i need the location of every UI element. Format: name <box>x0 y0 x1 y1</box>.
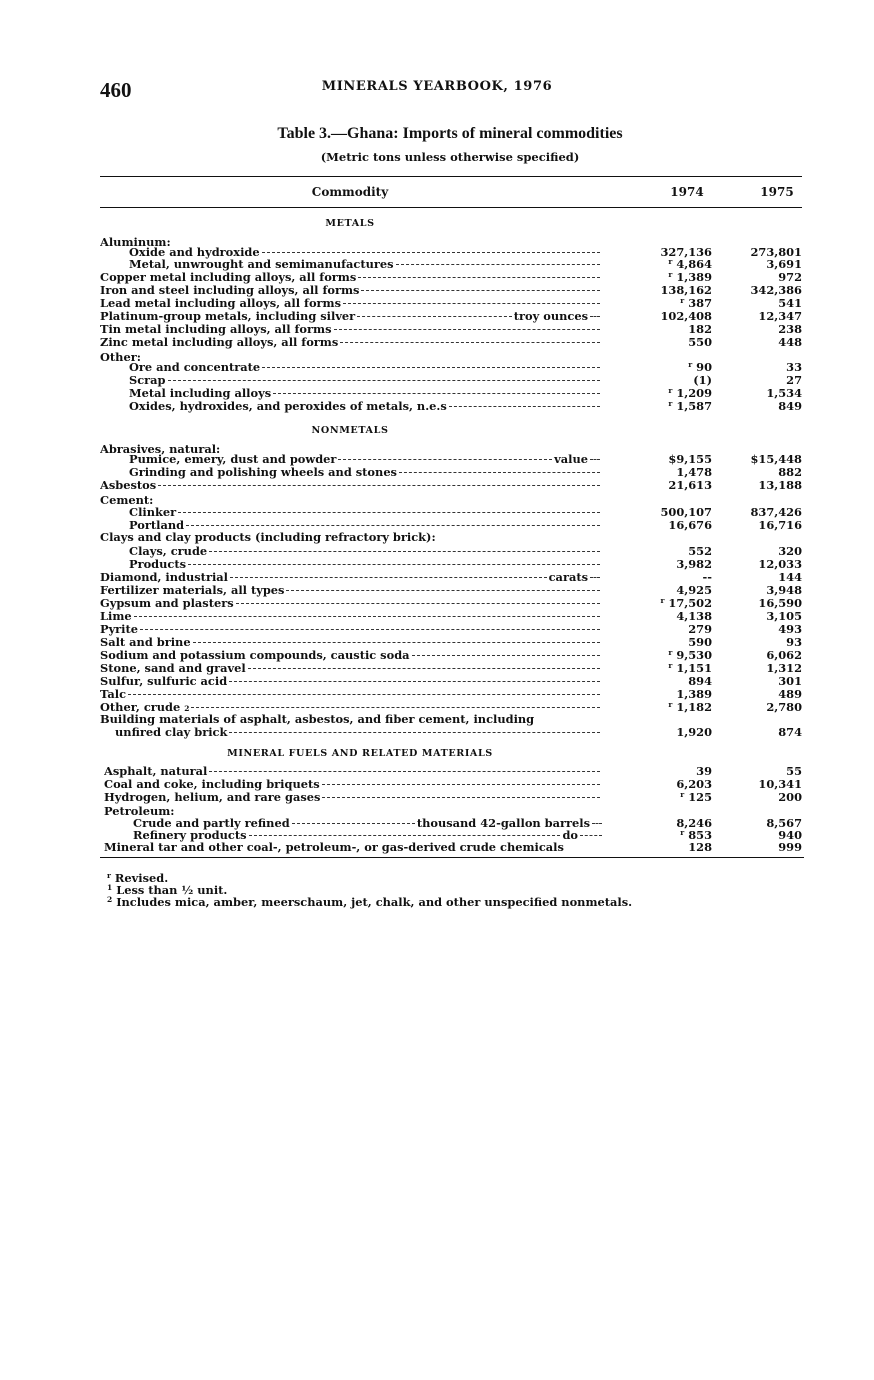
section-head-fuels: MINERAL FUELS AND RELATED MATERIALS <box>227 748 493 759</box>
row-label: Sodium and potassium compounds, caustic soda <box>100 649 410 662</box>
value-1974: 16,676 <box>668 518 712 532</box>
table-row <box>0 726 874 739</box>
column-header-commodity: Commodity <box>311 185 389 199</box>
value-1974: 853 <box>688 828 712 842</box>
footnote-mark-2: 2 <box>107 895 113 904</box>
table-row <box>0 765 874 778</box>
revised-mark: r <box>660 596 665 605</box>
value-1975: 55 <box>786 764 802 778</box>
revised-mark: r <box>668 386 673 395</box>
table-row <box>0 361 874 374</box>
value-1975: 301 <box>778 674 802 688</box>
row-label: Platinum-group metals, including silver <box>100 310 356 323</box>
revised-mark: r <box>668 399 673 408</box>
value-1974: 125 <box>688 790 712 804</box>
value-1974: 327,136 <box>660 245 712 259</box>
revised-mark: r <box>107 871 111 880</box>
footnote-2-text: Includes mica, amber, meerschaum, jet, chalk, and other unspecified nonmetals. <box>116 895 633 909</box>
table-row <box>0 778 874 791</box>
value-1974: 1,920 <box>676 725 712 739</box>
value-1974: 550 <box>688 335 712 349</box>
value-1975: 1,312 <box>766 661 802 675</box>
column-header-1975: 1975 <box>760 185 794 199</box>
value-1975: 320 <box>778 544 802 558</box>
row-label: Cement: <box>100 494 154 507</box>
revised-mark: r <box>688 360 693 369</box>
revised-mark: r <box>668 270 673 279</box>
row-label: Crude and partly refined <box>133 817 290 830</box>
section-head-metals: METALS <box>325 218 375 229</box>
table-row <box>0 636 874 649</box>
value-1975: 342,386 <box>750 283 802 297</box>
value-1974: 3,982 <box>676 557 712 571</box>
value-1975: 1,534 <box>766 386 802 400</box>
row-label: Gypsum and plasters <box>100 597 234 610</box>
table-row <box>0 558 874 571</box>
value-1974: 4,864 <box>676 257 712 271</box>
value-1974: 1,209 <box>676 386 712 400</box>
value-1974: 387 <box>688 296 712 310</box>
table-row <box>0 323 874 336</box>
value-1975: 874 <box>778 725 802 739</box>
table-row <box>0 466 874 479</box>
row-label: Talc <box>100 688 127 701</box>
row-unit: troy ounces <box>513 310 588 323</box>
value-1974: 894 <box>688 674 712 688</box>
footnote-1-text: Less than ½ unit. <box>116 883 228 897</box>
row-label: Refinery products <box>133 829 247 842</box>
revised-mark: r <box>680 790 685 799</box>
value-1974: 17,502 <box>668 596 712 610</box>
table-row <box>0 400 874 413</box>
value-1975: 13,188 <box>758 478 802 492</box>
row-label: Ore and concentrate <box>129 361 261 374</box>
table-row <box>0 297 874 310</box>
table-row <box>0 310 874 323</box>
table-row <box>0 374 874 387</box>
row-label: Mineral tar and other coal-, petroleum-, or gas-derived crude chemicals <box>104 841 564 854</box>
table-row <box>0 258 874 271</box>
row-label: Scrap <box>129 374 166 387</box>
row-label: Building materials of asphalt, asbestos, and fiber cement, including <box>100 713 535 726</box>
row-label: Hydrogen, helium, and rare gases <box>104 791 321 804</box>
table-row: Other, crude 2 $^r$ 1,182 2,780 <box>100 700 802 714</box>
value-1975: 972 <box>778 270 802 284</box>
row-label: Fertilizer materials, all types <box>100 584 285 597</box>
table-header-rule <box>100 207 802 208</box>
table-row <box>0 506 874 519</box>
value-1975: 238 <box>778 322 802 336</box>
footnote-revised-text: Revised. <box>114 871 169 885</box>
table-row <box>0 453 874 466</box>
table-row <box>0 688 874 701</box>
value-1974: 6,203 <box>676 777 712 791</box>
revised-mark: r <box>680 296 685 305</box>
row-label: Grinding and polishing wheels and stones <box>129 466 397 479</box>
revised-mark: r <box>668 648 673 657</box>
row-label: Stone, sand and gravel <box>100 662 246 675</box>
row-label: Clays and clay products (including refractory brick): <box>100 531 436 544</box>
value-1975: 448 <box>778 335 802 349</box>
row-label: Asbestos <box>100 479 157 492</box>
value-1974: (1) <box>693 373 712 387</box>
table-row <box>0 531 874 544</box>
value-1975: 999 <box>778 840 802 854</box>
row-label: Iron and steel including alloys, all forms <box>100 284 360 297</box>
value-1974: -- <box>702 570 712 584</box>
row-label: Copper metal including alloys, all forms <box>100 271 357 284</box>
table-row <box>0 479 874 492</box>
row-label: Sulfur, sulfuric acid <box>100 675 228 688</box>
footnote-2 <box>107 896 632 909</box>
value-1975: 882 <box>778 465 802 479</box>
row-label: Other: <box>100 351 141 364</box>
value-1975: 16,716 <box>758 518 802 532</box>
value-1974: 279 <box>688 622 712 636</box>
table-title: Table 3.—Ghana: Imports of mineral commodities <box>277 125 623 142</box>
table-top-rule <box>100 176 802 177</box>
value-1974: 552 <box>688 544 712 558</box>
column-header-1974: 1974 <box>670 185 704 199</box>
row-label: Coal and coke, including briquets <box>104 778 320 791</box>
value-1975: 33 <box>786 360 802 374</box>
value-1975: 837,426 <box>750 505 802 519</box>
revised-mark: r <box>668 257 673 266</box>
value-1974: $9,155 <box>668 452 712 466</box>
section-head-nonmetals: NONMETALS <box>311 425 389 436</box>
value-1974: 39 <box>696 764 712 778</box>
row-label: Clinker <box>129 506 177 519</box>
value-1975: 940 <box>778 828 802 842</box>
value-1974: 500,107 <box>660 505 712 519</box>
value-1974: 1,151 <box>676 661 712 675</box>
value-1975: 200 <box>778 790 802 804</box>
value-1974: 102,408 <box>660 309 712 323</box>
row-label: unfired clay brick <box>115 726 228 739</box>
revised-mark: r <box>680 828 685 837</box>
table-row <box>0 271 874 284</box>
row-label: Pyrite <box>100 623 139 636</box>
row-label: Asphalt, natural <box>104 765 208 778</box>
value-1975: 10,341 <box>758 777 802 791</box>
value-1974: 182 <box>688 322 712 336</box>
table-row <box>0 841 874 854</box>
row-label: Diamond, industrial <box>100 571 228 584</box>
row-label: Metal including alloys <box>129 387 272 400</box>
row-label: Products <box>129 558 187 571</box>
table-row <box>0 662 874 675</box>
value-1975: 16,590 <box>758 596 802 610</box>
table-row <box>0 623 874 636</box>
table-row <box>0 675 874 688</box>
row-label: Oxides, hydroxides, and peroxides of metals, n.e.s <box>129 400 447 413</box>
row-unit: carats <box>548 571 588 584</box>
value-1975: 3,105 <box>766 609 802 623</box>
page-number: 460 <box>100 78 132 102</box>
value-1975: 27 <box>786 373 802 387</box>
row-label: Salt and brine <box>100 636 191 649</box>
value-1974: 4,925 <box>676 583 712 597</box>
table-row <box>0 284 874 297</box>
value-1974: 1,182 <box>676 700 712 714</box>
table-subtitle: (Metric tons unless otherwise specified) <box>320 150 580 164</box>
table-row <box>0 545 874 558</box>
value-1974: 128 <box>688 840 712 854</box>
value-1974: 590 <box>688 635 712 649</box>
value-1975: 3,691 <box>766 257 802 271</box>
value-1974: 1,478 <box>676 465 712 479</box>
value-1975: 8,567 <box>766 816 802 830</box>
row-label: Tin metal including alloys, all forms <box>100 323 332 336</box>
table-row <box>0 597 874 610</box>
table-row <box>0 387 874 400</box>
value-1975: 493 <box>778 622 802 636</box>
revised-mark: r <box>668 661 673 670</box>
value-1975: $15,448 <box>750 452 802 466</box>
table-row <box>0 649 874 662</box>
value-1975: 12,347 <box>758 309 802 323</box>
revised-mark: r <box>668 700 673 709</box>
value-1974: 90 <box>696 360 712 374</box>
value-1974: 4,138 <box>676 609 712 623</box>
table-bottom-rule <box>100 857 804 858</box>
footnote-mark-1: 1 <box>107 883 113 892</box>
value-1975: 541 <box>778 296 802 310</box>
row-label: Pumice, emery, dust and powder <box>129 453 337 466</box>
row-label: Abrasives, natural: <box>100 443 221 456</box>
row-label: Lime <box>100 610 132 623</box>
row-label: Aluminum: <box>100 236 171 249</box>
value-1975: 3,948 <box>766 583 802 597</box>
table-row <box>0 571 874 584</box>
table-row <box>0 791 874 804</box>
value-1975: 144 <box>778 570 802 584</box>
row-label: Portland <box>129 519 185 532</box>
row-unit: value <box>554 453 588 466</box>
row-unit: do <box>562 829 578 842</box>
table-row <box>0 336 874 349</box>
row-label: Zinc metal including alloys, all forms <box>100 336 339 349</box>
row-label: Oxide and hydroxide <box>129 246 260 259</box>
value-1975: 849 <box>778 399 802 413</box>
value-1974: 1,389 <box>676 687 712 701</box>
running-head: MINERALS YEARBOOK, 1976 <box>321 79 553 94</box>
value-1974: 9,530 <box>676 648 712 662</box>
value-1975: 2,780 <box>766 700 802 714</box>
table-row <box>0 584 874 597</box>
table-row <box>0 713 874 726</box>
value-1974: 21,613 <box>668 478 712 492</box>
value-1974: 8,246 <box>676 816 712 830</box>
row-label: Lead metal including alloys, all forms <box>100 297 342 310</box>
row-label: Other, crude <box>100 701 181 714</box>
value-1975: 6,062 <box>766 648 802 662</box>
row-label: Petroleum: <box>104 805 175 818</box>
value-1975: 273,801 <box>750 245 802 259</box>
value-1974: 138,162 <box>660 283 712 297</box>
value-1975: 12,033 <box>758 557 802 571</box>
value-1975: 489 <box>778 687 802 701</box>
value-1974: 1,389 <box>676 270 712 284</box>
row-label: Clays, crude <box>129 545 208 558</box>
row-unit: thousand 42-gallon barrels <box>416 817 590 830</box>
table-row <box>0 610 874 623</box>
value-1975: 93 <box>786 635 802 649</box>
value-1974: 1,587 <box>676 399 712 413</box>
row-label: Metal, unwrought and semimanufactures <box>129 258 394 271</box>
